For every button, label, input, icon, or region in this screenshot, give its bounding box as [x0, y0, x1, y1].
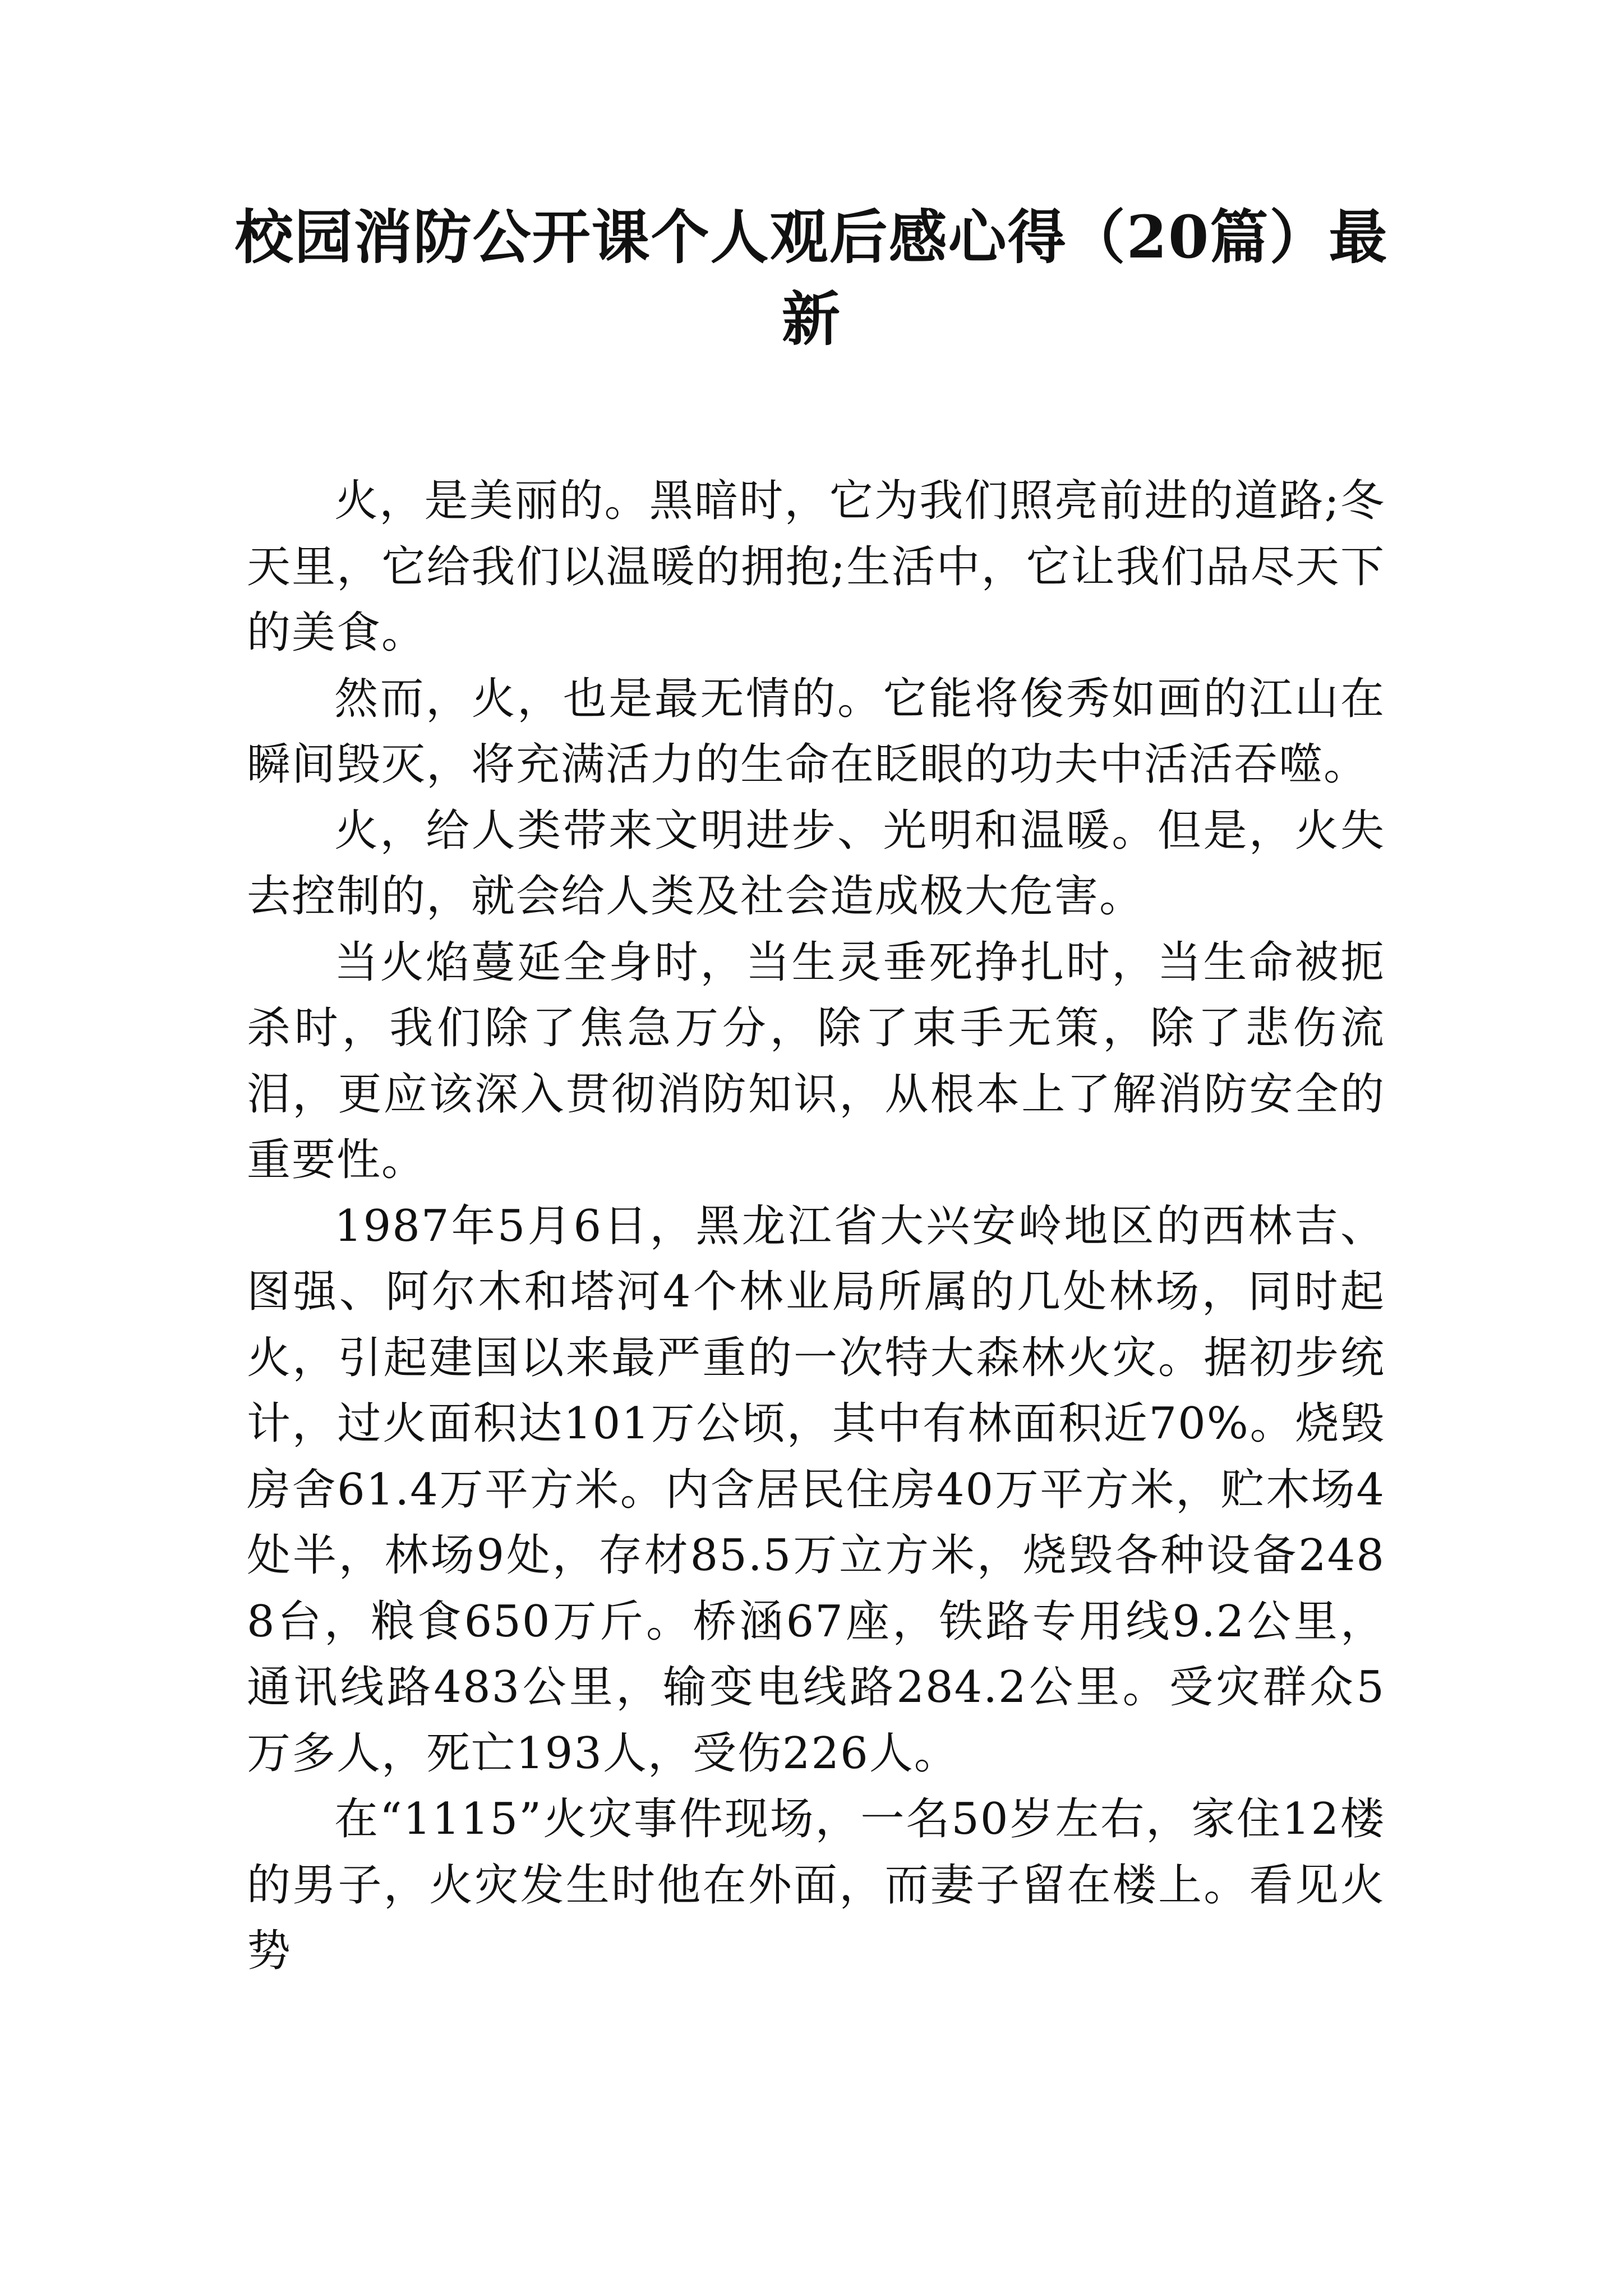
document-title: 校园消防公开课个人观后感心得（20篇）最新 [234, 203, 1389, 353]
document-body [247, 468, 1385, 1985]
paragraph: 在“1115”火灾事件现场，一名50岁左右，家住12楼的男子，火灾发生时他在外面，而妻子留在楼上。看见火势 [247, 1794, 1385, 1976]
paragraph: 1987年5月6日，黑龙江省大兴安岭地区的西林吉、图强、阿尔木和塔河4个林业局所属的几处林场，同时起火，引起建国以来最严重的一次特大森林火灾。据初步统计，过火面积达101万公顷，其中有林面积近70%。烧毁房舍61.4万平方米。内含居民住房40万平方米，贮木场4处半，林场9处，存材85.5万立方米，烧毁各种设备2488台，粮食650万斤。桥涵67座，铁路专用线9.2公里，通讯线路483公里，输变电线路284.2公里。受灾群众5万多人，死亡193人，受伤226人。 [247, 1200, 1385, 1779]
paragraph: 火，给人类带来文明进步、光明和温暖。但是，火失去控制的，就会给人类及社会造成极大危害。 [247, 805, 1385, 922]
paragraph: 火，是美丽的。黑暗时，它为我们照亮前进的道路;冬天里，它给我们以温暖的拥抱;生活中，它让我们品尽天下的美食。 [247, 476, 1385, 658]
paragraph: 然而，火，也是最无情的。它能将俊秀如画的江山在瞬间毁灭，将充满活力的生命在眨眼的功夫中活活吞噬。 [247, 673, 1385, 790]
paragraph: 当火焰蔓延全身时，当生灵垂死挣扎时，当生命被扼杀时，我们除了焦急万分，除了束手无策，除了悲伤流泪，更应该深入贯彻消防知识，从根本上了解消防安全的重要性。 [247, 937, 1385, 1185]
